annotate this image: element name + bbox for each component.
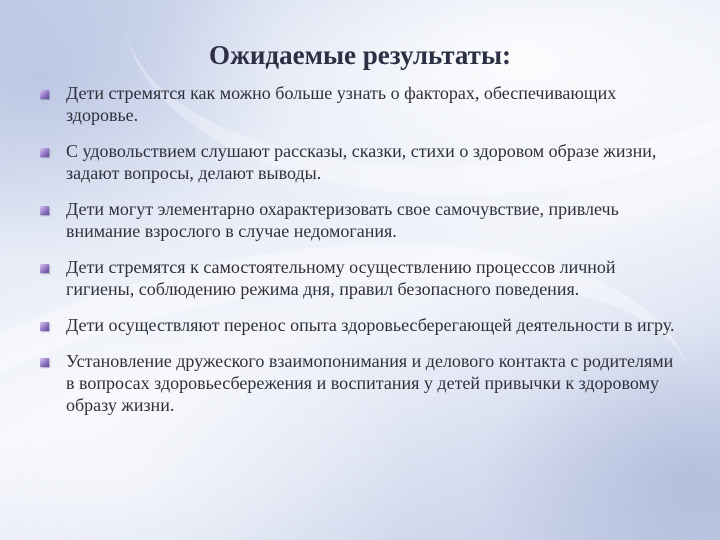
- bullet-text: Дети могут элементарно охарактеризовать свое самочувствие, привлечь внимание взрослого в случае недомогания.: [66, 199, 619, 241]
- bullet-item: [38, 82, 678, 126]
- square-bullet-icon: [40, 148, 49, 157]
- bullet-text: Дети осуществляют перенос опыта здоровьесберегающей деятельности в игру.: [66, 315, 675, 335]
- square-bullet-icon: [40, 358, 49, 367]
- bullet-list: [38, 82, 678, 430]
- slide-title: Ожидаемые результаты:: [208, 40, 512, 70]
- bullet-item: [38, 256, 678, 300]
- square-bullet-icon: [40, 264, 49, 273]
- square-bullet-icon: [40, 322, 49, 331]
- bullet-text: С удовольствием слушают рассказы, сказки, стихи о здоровом образе жизни, задают вопросы, делают выводы.: [66, 141, 657, 183]
- bullet-item: [38, 140, 678, 184]
- square-bullet-icon: [40, 90, 49, 99]
- bullet-item: [38, 314, 678, 336]
- square-bullet-icon: [40, 206, 49, 215]
- bullet-text: Дети стремятся к самостоятельному осуществлению процессов личной гигиены, соблюдению режима дня, правил безопасного поведения.: [66, 257, 616, 299]
- bullet-item: [38, 198, 678, 242]
- bullet-text: Дети стремятся как можно больше узнать о факторах, обеспечивающих здоровье.: [66, 83, 617, 125]
- bullet-text: Установление дружеского взаимопонимания и делового контакта с родителями в вопросах здоровьесбережения и воспитания у детей привычки к здоровому образу жизни.: [66, 351, 674, 415]
- bullet-item: [38, 350, 678, 416]
